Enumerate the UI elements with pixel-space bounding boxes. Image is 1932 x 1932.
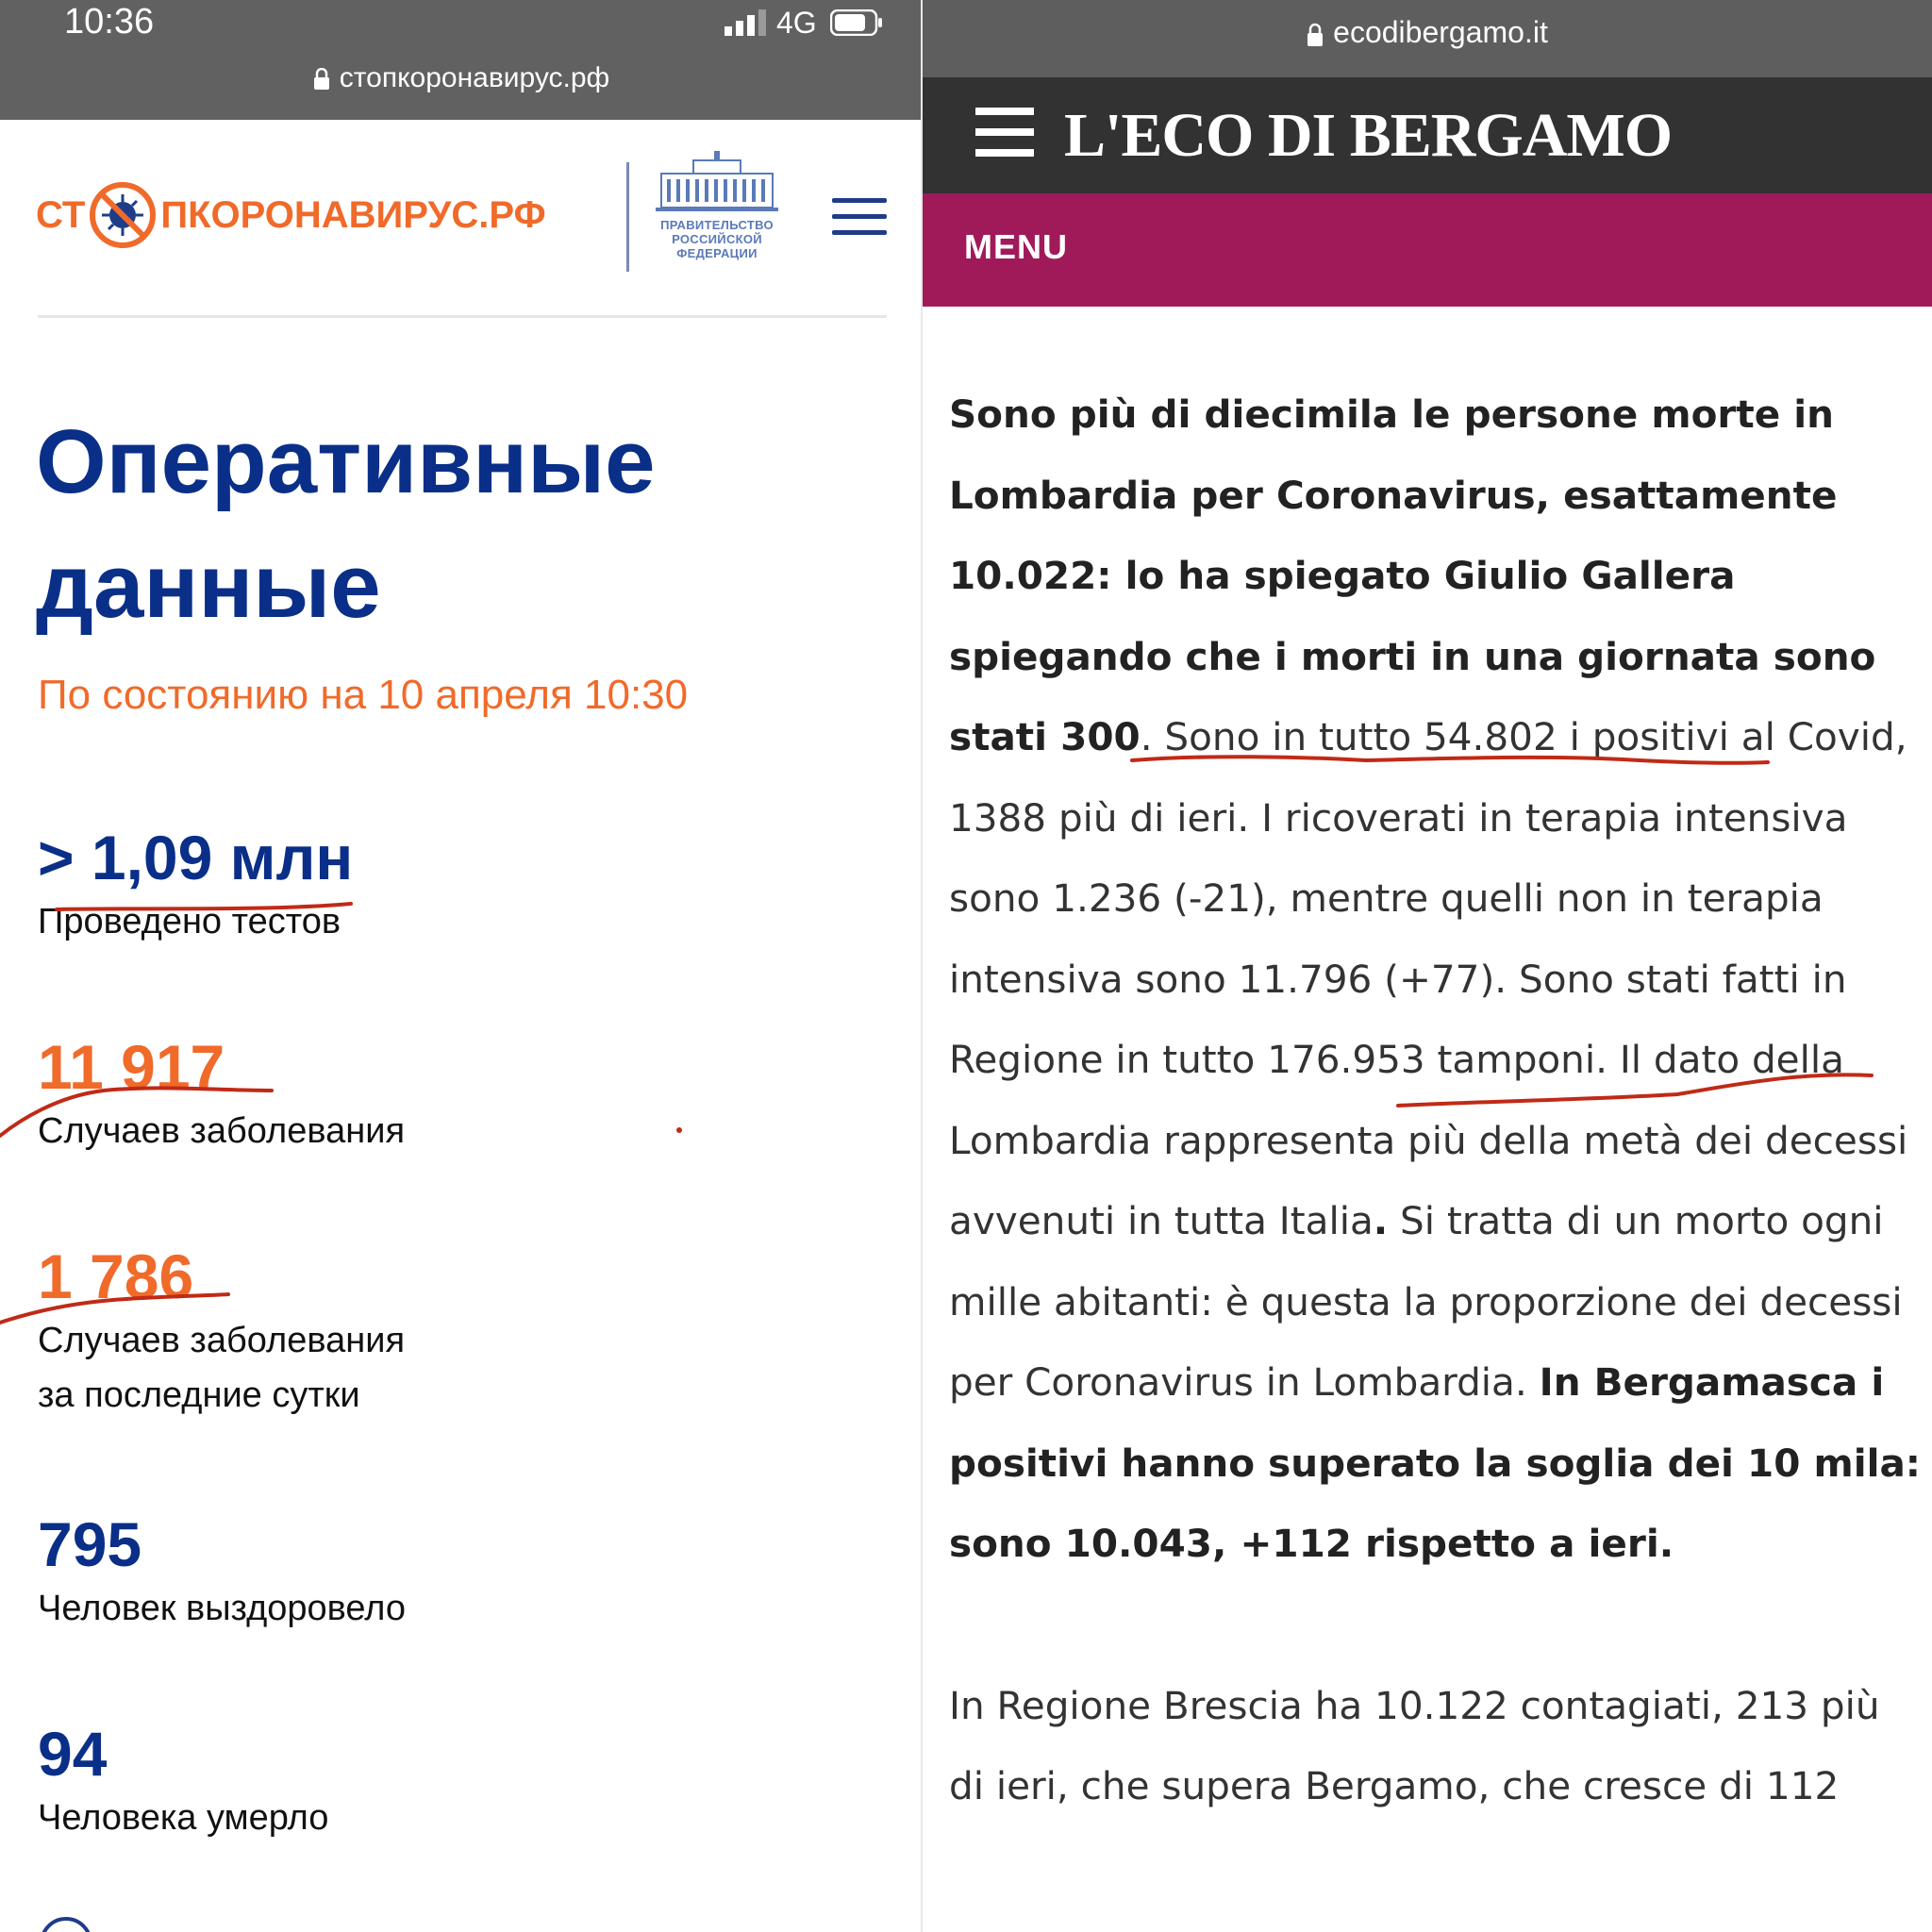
stat-value: 11 917 bbox=[38, 1032, 225, 1102]
stat-recovered bbox=[38, 1509, 406, 1638]
lock-icon bbox=[313, 68, 330, 91]
handwritten-underlines bbox=[0, 0, 923, 1932]
article-bold-dot: . bbox=[1373, 1198, 1389, 1243]
network-type: 4G bbox=[776, 6, 817, 40]
url-text: стопкоронавирус.рф bbox=[339, 62, 610, 93]
logo-text-2: ПКОРОНАВИРУС bbox=[160, 193, 479, 236]
stat-cases-daily bbox=[38, 1241, 405, 1424]
stat-value: 1 786 bbox=[38, 1241, 194, 1311]
government-logo[interactable] bbox=[651, 149, 783, 270]
government-building-icon bbox=[656, 149, 778, 213]
status-time: 10:36 bbox=[64, 2, 155, 42]
gov-label-1: ПРАВИТЕЛЬСТВО bbox=[660, 218, 774, 232]
article-paragraph-2: In Regione Brescia ha 10.122 contagiati, 213 più di ieri, che supera Bergamo, che cresce di 112 bbox=[949, 1682, 1880, 1808]
right-screenshot bbox=[923, 0, 1932, 1932]
article-text-2: Si tratta di un morto ogni mille abitanti: è questa la proporzione dei decessi per Coronavirus in Lombardia. bbox=[949, 1198, 1903, 1405]
logo-separator bbox=[626, 162, 629, 272]
title-line-2: данные bbox=[36, 536, 381, 637]
stat-value: 94 bbox=[38, 1719, 108, 1789]
left-screenshot bbox=[0, 0, 923, 1932]
title-line-1: Оперативные bbox=[36, 411, 656, 512]
site-logo[interactable]: L'ECO DI BERGAMO bbox=[1064, 101, 1673, 170]
article-text: . Sono in tutto 54.802 i positivi al Covid, 1388 più di ieri. I ricoverati in terapia intensiva sono 1.236 (-21), mentre quelli non in terapia intensiva sono 11.796 (+77). Sono stati fatti in Regione in tutto 176.953 tamponi. Il dato della Lombardia rappresenta più della metà dei decessi avvenuti in tutta Italia bbox=[949, 714, 1908, 1243]
hamburger-menu-icon[interactable] bbox=[975, 108, 1034, 157]
stat-cases-total bbox=[38, 1032, 405, 1160]
stat-label: Проведено тестов bbox=[38, 902, 341, 941]
header-divider bbox=[38, 315, 887, 318]
address-bar[interactable] bbox=[923, 0, 1932, 77]
as-of-date: По состоянию на 10 апреля 10:30 bbox=[38, 672, 689, 718]
article-paragraph-1 bbox=[949, 375, 1923, 1585]
page-title bbox=[36, 400, 885, 649]
logo-text-1: СТ bbox=[36, 193, 86, 236]
battery-icon bbox=[830, 9, 883, 36]
article-bold-lead: Sono più di diecimila le persone morte in Lombardia per Coronavirus, esattamente 10.022: lo ha spiegato Giulio Gallera spiegando che i morti in una giornata sono stati 300 bbox=[949, 391, 1876, 759]
logo-text-3: .РФ bbox=[478, 193, 546, 236]
stat-label: Человека умерло bbox=[38, 1798, 329, 1838]
article-bold-closing: In Bergamasca i positivi hanno superato la soglia dei 10 mila: sono 10.043, +112 rispetto a ieri. bbox=[949, 1359, 1921, 1566]
stat-label: Человек выздоровело bbox=[38, 1589, 407, 1628]
signal-icon bbox=[724, 9, 768, 36]
hamburger-menu-icon[interactable] bbox=[832, 198, 887, 236]
stat-label-line2: за последние сутки bbox=[38, 1375, 360, 1415]
gov-label-2: РОССИЙСКОЙ bbox=[672, 232, 762, 246]
site-header bbox=[923, 77, 1932, 193]
stat-value: > 1,09 млн bbox=[38, 823, 354, 892]
article-body bbox=[949, 375, 1923, 1827]
status-bar bbox=[0, 0, 923, 120]
stat-deaths bbox=[38, 1719, 328, 1847]
menu-button[interactable]: MENU bbox=[964, 227, 1068, 266]
lock-icon bbox=[1307, 23, 1324, 47]
stat-label: Случаев заболевания bbox=[38, 1111, 406, 1151]
stat-tests bbox=[38, 823, 353, 951]
virus-stop-icon bbox=[89, 181, 157, 249]
url-text: ecodibergamo.it bbox=[1333, 15, 1548, 49]
gov-label-3: ФЕДЕРАЦИИ bbox=[676, 246, 758, 260]
footer-partial-icon bbox=[38, 1915, 94, 1932]
stat-label: Случаев заболевания bbox=[38, 1321, 406, 1360]
menu-bar[interactable] bbox=[923, 193, 1932, 307]
address-bar[interactable] bbox=[0, 62, 923, 94]
stat-value: 795 bbox=[38, 1509, 142, 1579]
url-display bbox=[923, 15, 1932, 50]
site-logo[interactable] bbox=[36, 181, 546, 249]
